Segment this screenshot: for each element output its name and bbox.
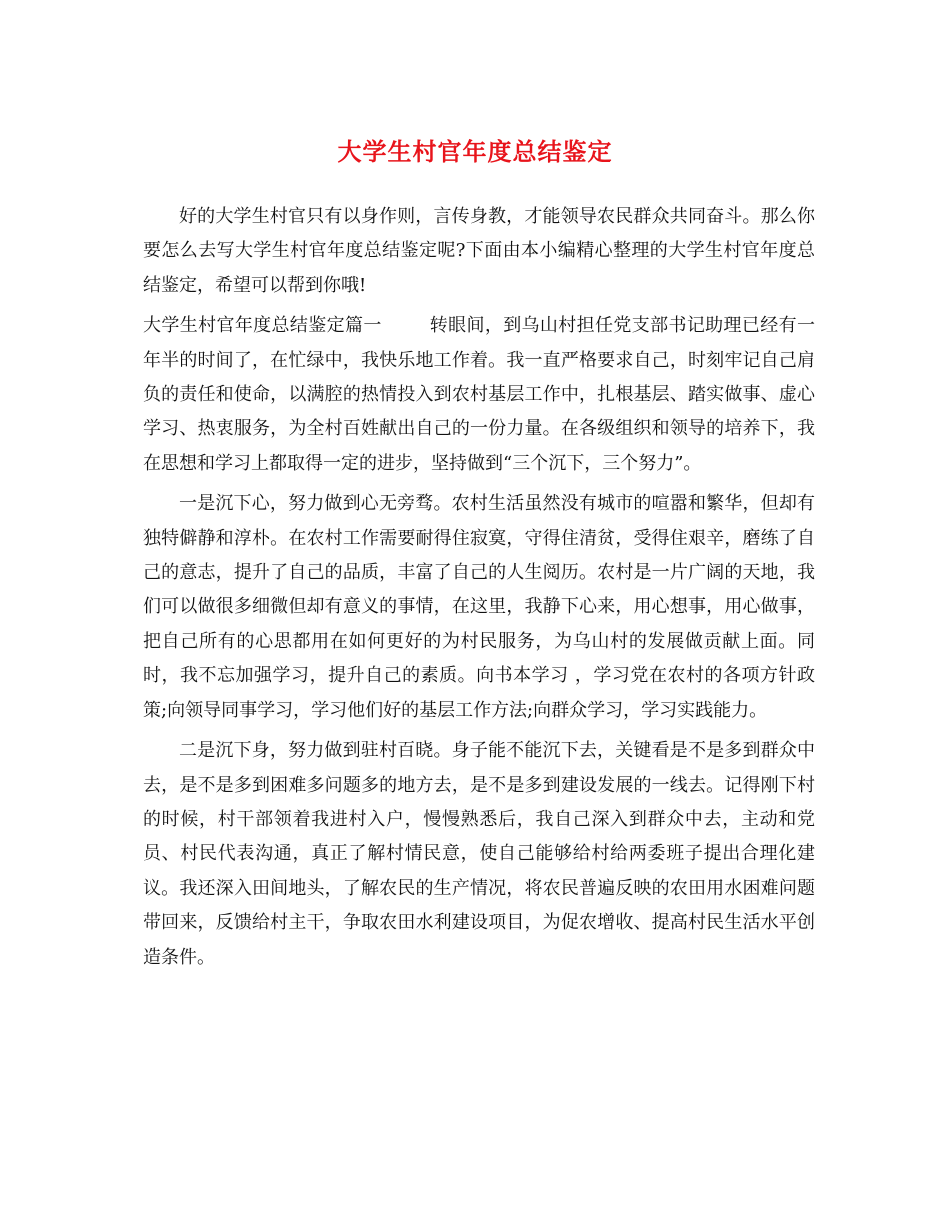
section-heading: 大学生村官年度总结鉴定篇一 [143, 315, 382, 337]
document-body [143, 200, 815, 981]
paragraph-one: 一是沉下心，努力做到心无旁骛。农村生活虽然没有城市的喧嚣和繁华，但却有独特僻静和淳朴。在农村工作需要耐得住寂寞，守得住清贫，受得住艰辛，磨练了自己的意志，提升了自己的品质，丰富了自己的人生阅历。农村是一片广阔的天地，我们可以做很多细微但却有意义的事情，在这里，我静下心来，用心想事，用心做事，把自己所有的心思都用在如何更好的为村民服务，为乌山村的发展做贡献上面。同时，我不忘加强学习，提升自己的素质。向书本学习 ，学习党在农村的各项方针政策;向领导同事学习，学习他们好的基层工作方法;向群众学习，学习实践能力。 [143, 493, 815, 721]
section-one [143, 309, 815, 481]
intro-paragraph: 好的大学生村官只有以身作则，言传身教，才能领导农民群众共同奋斗。那么你要怎么去写大学生村官年度总结鉴定呢?下面由本小编精心整理的大学生村官年度总结鉴定，希望可以帮到你哦! [143, 206, 815, 296]
document-title: 大学生村官年度总结鉴定 [337, 138, 613, 166]
paragraph-two: 二是沉下身，努力做到驻村百晓。身子能不能沉下去，关键看是不是多到群众中去，是不是多到困难多问题多的地方去，是不是多到建设发展的一线去。记得刚下村的时候，村干部领着我进村入户，慢慢熟悉后，我自己深入到群众中去，主动和党员、村民代表沟通，真正了解村情民意，使自己能够给村给两委班子提出合理化建议。我还深入田间地头，了解农民的生产情况，将农民普遍反映的农田用水困难问题带回来，反馈给村主干，争取农田水利建设项目，为促农增收、提高村民生活水平创造条件。 [143, 740, 815, 968]
section-first-paragraph: 转眼间，到乌山村担任党支部书记助理已经有一年半的时间了，在忙绿中，我快乐地工作着。我一直严格要求自己，时刻牢记自己肩负的责任和使命，以满腔的热情投入到农村基层工作中，扎根基层、踏实做事、虚心学习、热衷服务，为全村百姓献出自己的一份力量。在各级组织和领导的培养下，我在思想和学习上都取得一定的进步，坚持做到“三个沉下，三个努力”。 [143, 315, 816, 474]
